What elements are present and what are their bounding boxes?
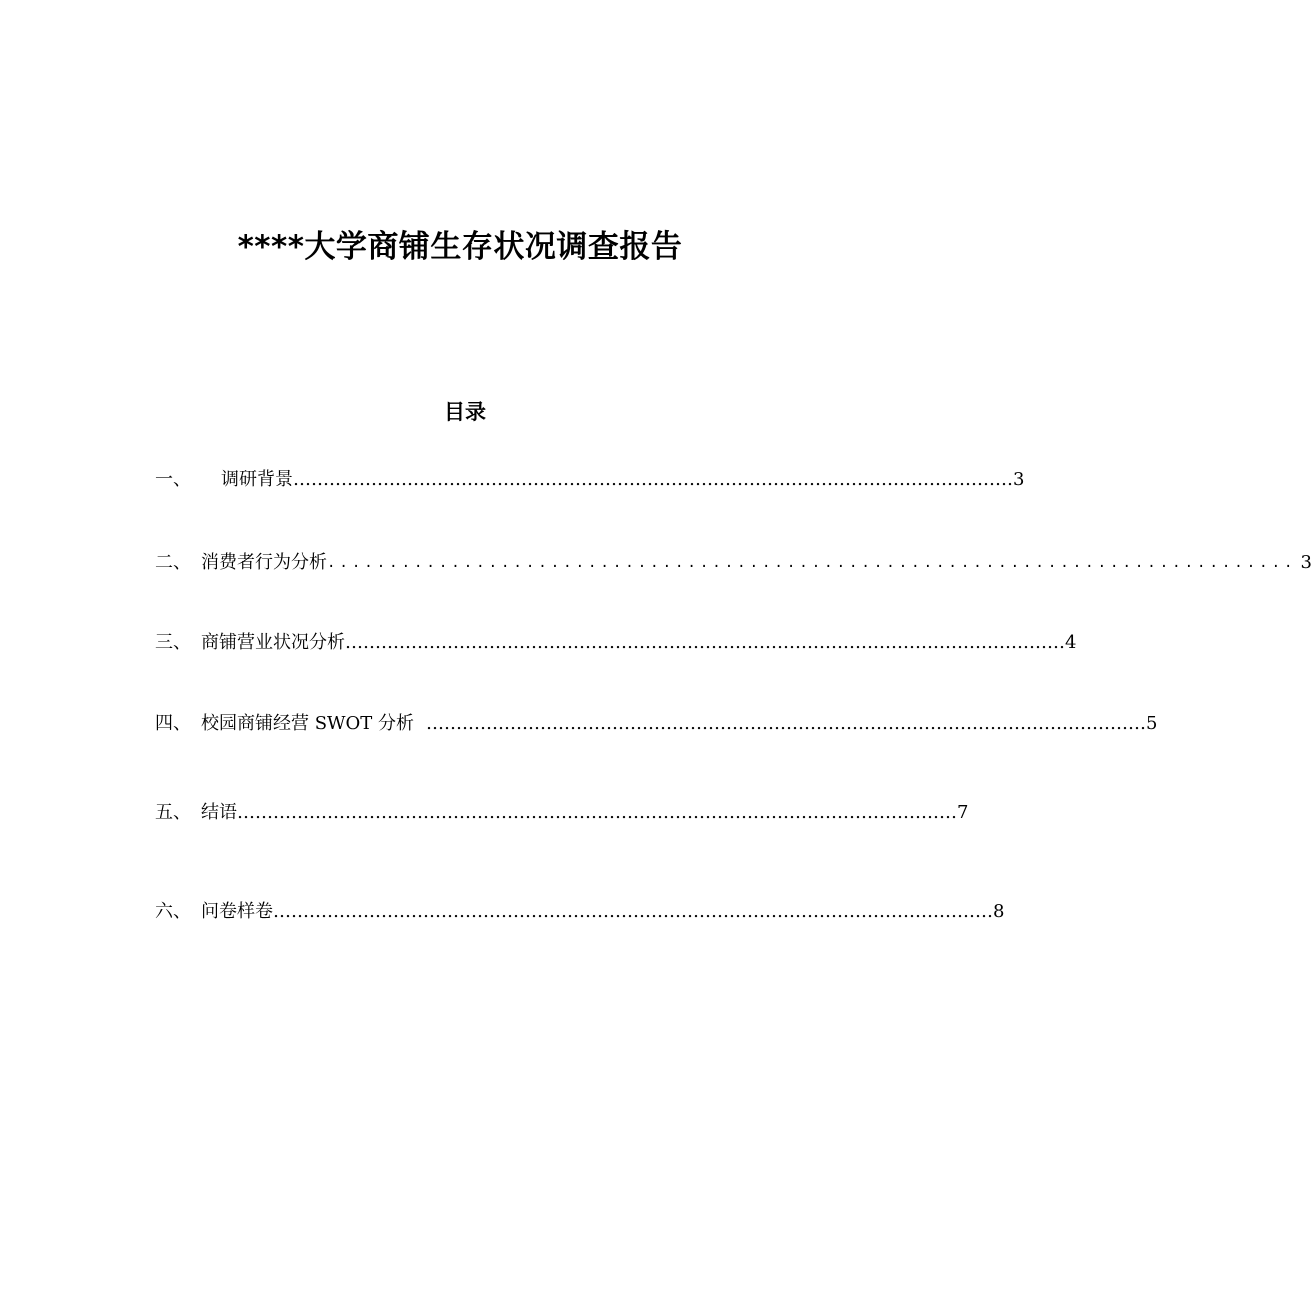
toc-entry-shop-operation — [155, 628, 1077, 658]
toc-entry-page: 3 — [1300, 552, 1312, 573]
toc-entry-title: 商铺营业状况分析 — [201, 632, 345, 653]
toc-entry-swot — [155, 709, 1158, 739]
toc-leader: ………………………………………………………………………………………………………… — [293, 469, 1013, 490]
toc-entry-title: 消费者行为分析 — [201, 552, 327, 573]
toc-entry-page: 7 — [957, 802, 969, 823]
toc-leader: ………………………………………………………………………………………………………… — [237, 802, 957, 823]
toc-entry-page: 8 — [993, 901, 1005, 922]
toc-entry-number: 四、 — [155, 713, 191, 734]
toc-entry-number: 一、 — [155, 469, 191, 490]
toc-entry-page: 5 — [1146, 713, 1158, 734]
toc-entry-number: 二、 — [155, 552, 191, 573]
toc-entry-number: 五、 — [155, 802, 191, 823]
toc-leader: ………………………………………………………………………………………………………… — [426, 713, 1147, 734]
document-title: ****大学商铺生存状况调查报告 — [237, 229, 683, 265]
toc-entry-number: 六、 — [155, 901, 191, 922]
toc-entry-page: 3 — [1013, 469, 1025, 490]
toc-entry-questionnaire — [155, 897, 1005, 927]
toc-entry-title: 校园商铺经营 SWOT 分析 — [201, 713, 415, 734]
toc-leader: ………………………………………………………………………………………………………… — [345, 632, 1065, 653]
toc-entry-number: 三、 — [155, 632, 191, 653]
toc-entry-background — [155, 465, 1025, 495]
toc-entry-page: 4 — [1065, 632, 1077, 653]
toc-leader: ………………………………………………………………………………………………………… — [273, 901, 993, 922]
toc-heading: 目录 — [444, 400, 486, 424]
toc-entry-title: 问卷样卷 — [201, 901, 273, 922]
toc-entry-title: 结语 — [201, 802, 237, 823]
toc-entry-conclusion — [155, 798, 969, 828]
toc-entry-consumer-behavior — [155, 548, 1312, 578]
toc-leader: .............................................................................. — [327, 555, 1297, 571]
toc-entry-title: 调研背景 — [221, 469, 293, 490]
